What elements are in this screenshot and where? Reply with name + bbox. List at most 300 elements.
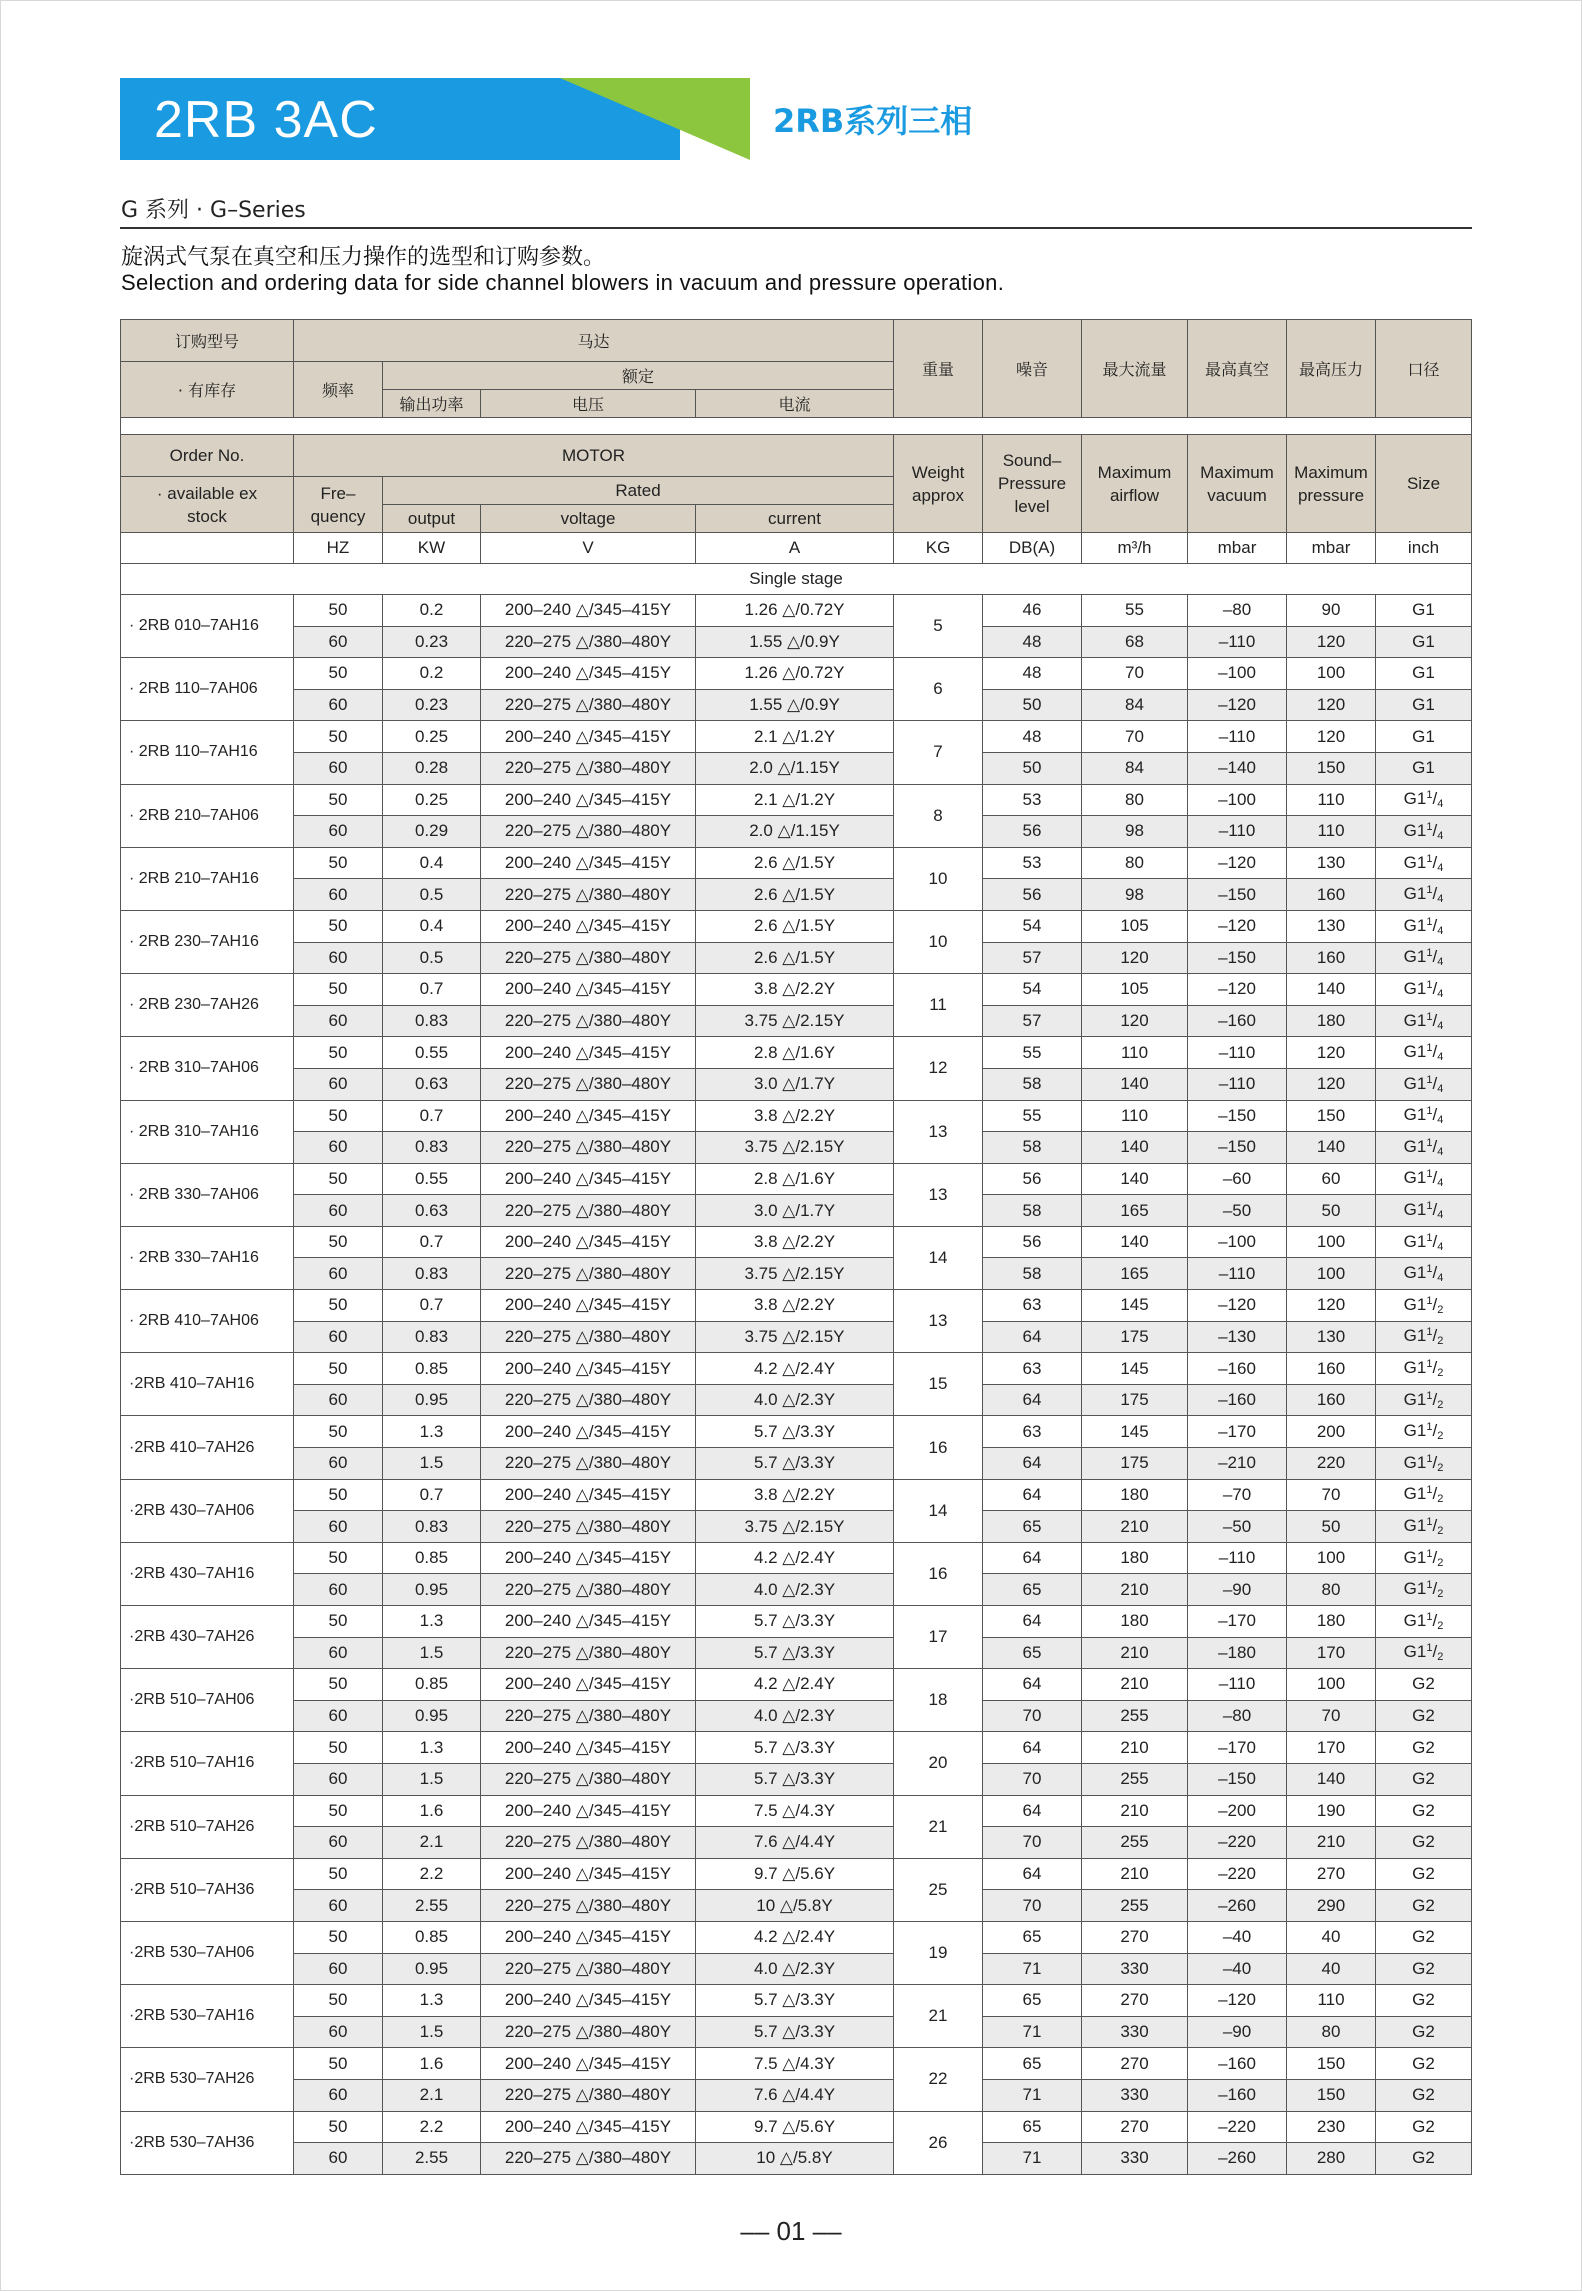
output-cell: 0.95 <box>383 1700 481 1732</box>
freq-cell: 50 <box>294 1985 383 2017</box>
noise-cell: 71 <box>983 1953 1082 1985</box>
hdr-cn-order-no: 订购型号 <box>121 320 294 362</box>
freq-cell: 60 <box>294 1827 383 1859</box>
vacuum-cell: –150 <box>1188 1100 1287 1132</box>
table-row <box>121 1985 1472 2017</box>
table-row <box>121 1827 1472 1859</box>
pressure-cell: 60 <box>1287 1163 1376 1195</box>
size-cell: G2 <box>1376 1700 1472 1732</box>
current-cell: 3.8 △/2.2Y <box>696 1479 894 1511</box>
vacuum-cell: –100 <box>1188 784 1287 816</box>
pressure-cell: 150 <box>1287 752 1376 784</box>
description-chinese: 旋涡式气泵在真空和压力操作的选型和订购参数。 <box>121 245 606 270</box>
unit-output: KW <box>383 533 481 564</box>
description-english: Selection and ordering data for side channel blowers in vacuum and pressure operation. <box>121 270 1005 295</box>
noise-cell: 58 <box>983 1258 1082 1290</box>
model-cell: · 2RB 230–7AH26 <box>121 974 294 1037</box>
pressure-cell: 140 <box>1287 1763 1376 1795</box>
table-body <box>121 595 1472 2175</box>
vacuum-cell: –160 <box>1188 1384 1287 1416</box>
vacuum-cell: –260 <box>1188 2143 1287 2175</box>
current-cell: 2.8 △/1.6Y <box>696 1163 894 1195</box>
noise-cell: 53 <box>983 847 1082 879</box>
table-row <box>121 2016 1472 2048</box>
freq-cell: 50 <box>294 1542 383 1574</box>
hdr-en-freq: Fre–quency <box>294 477 383 533</box>
freq-cell: 60 <box>294 816 383 848</box>
airflow-cell: 210 <box>1082 1858 1188 1890</box>
size-cell: $G1^1/_2$ <box>1376 1290 1472 1322</box>
pressure-cell: 130 <box>1287 847 1376 879</box>
airflow-cell: 68 <box>1082 626 1188 658</box>
pressure-cell: 180 <box>1287 1005 1376 1037</box>
voltage-cell: 220–275 △/380–480Y <box>481 626 696 658</box>
output-cell: 0.2 <box>383 595 481 627</box>
banner-title: 2RB 3AC <box>154 91 378 149</box>
weight-cell: 11 <box>894 974 983 1037</box>
noise-cell: 64 <box>983 1321 1082 1353</box>
noise-cell: 64 <box>983 1606 1082 1638</box>
vacuum-cell: –220 <box>1188 1858 1287 1890</box>
unit-vacuum: mbar <box>1188 533 1287 564</box>
pressure-cell: 90 <box>1287 595 1376 627</box>
size-cell: G1 <box>1376 689 1472 721</box>
freq-cell: 60 <box>294 1637 383 1669</box>
pressure-cell: 290 <box>1287 1890 1376 1922</box>
airflow-cell: 70 <box>1082 721 1188 753</box>
pressure-cell: 100 <box>1287 1542 1376 1574</box>
current-cell: 3.0 △/1.7Y <box>696 1195 894 1227</box>
table-row <box>121 879 1472 911</box>
output-cell: 0.83 <box>383 1511 481 1543</box>
model-cell: · 2RB 330–7AH16 <box>121 1226 294 1289</box>
voltage-cell: 220–275 △/380–480Y <box>481 1574 696 1606</box>
output-cell: 0.5 <box>383 942 481 974</box>
airflow-cell: 140 <box>1082 1132 1188 1164</box>
table-row <box>121 2079 1472 2111</box>
hdr-en-voltage: voltage <box>481 505 696 533</box>
airflow-cell: 175 <box>1082 1384 1188 1416</box>
voltage-cell: 220–275 △/380–480Y <box>481 689 696 721</box>
current-cell: 4.0 △/2.3Y <box>696 1384 894 1416</box>
voltage-cell: 220–275 △/380–480Y <box>481 1637 696 1669</box>
vacuum-cell: –110 <box>1188 626 1287 658</box>
weight-cell: 16 <box>894 1542 983 1605</box>
output-cell: 0.7 <box>383 1100 481 1132</box>
freq-cell: 60 <box>294 752 383 784</box>
output-cell: 0.7 <box>383 974 481 1006</box>
voltage-cell: 200–240 △/345–415Y <box>481 721 696 753</box>
size-cell: G2 <box>1376 1763 1472 1795</box>
current-cell: 1.55 △/0.9Y <box>696 626 894 658</box>
output-cell: 2.1 <box>383 1827 481 1859</box>
unit-airflow: m³/h <box>1082 533 1188 564</box>
weight-cell: 20 <box>894 1732 983 1795</box>
freq-cell: 60 <box>294 1321 383 1353</box>
voltage-cell: 220–275 △/380–480Y <box>481 942 696 974</box>
freq-cell: 50 <box>294 1479 383 1511</box>
model-cell: ·2RB 410–7AH16 <box>121 1353 294 1416</box>
pressure-cell: 40 <box>1287 1921 1376 1953</box>
current-cell: 7.5 △/4.3Y <box>696 1795 894 1827</box>
voltage-cell: 200–240 △/345–415Y <box>481 784 696 816</box>
current-cell: 5.7 △/3.3Y <box>696 1763 894 1795</box>
vacuum-cell: –260 <box>1188 1890 1287 1922</box>
airflow-cell: 165 <box>1082 1195 1188 1227</box>
voltage-cell: 200–240 △/345–415Y <box>481 1416 696 1448</box>
freq-cell: 60 <box>294 2079 383 2111</box>
noise-cell: 64 <box>983 1542 1082 1574</box>
model-cell: ·2RB 430–7AH06 <box>121 1479 294 1542</box>
freq-cell: 60 <box>294 1005 383 1037</box>
airflow-cell: 70 <box>1082 658 1188 690</box>
voltage-cell: 220–275 △/380–480Y <box>481 1132 696 1164</box>
airflow-cell: 98 <box>1082 816 1188 848</box>
freq-cell: 50 <box>294 784 383 816</box>
voltage-cell: 200–240 △/345–415Y <box>481 1353 696 1385</box>
size-cell: $G1^1/_4$ <box>1376 1163 1472 1195</box>
vacuum-cell: –160 <box>1188 1005 1287 1037</box>
model-cell: · 2RB 010–7AH16 <box>121 595 294 658</box>
noise-cell: 56 <box>983 879 1082 911</box>
weight-cell: 17 <box>894 1606 983 1669</box>
noise-cell: 54 <box>983 974 1082 1006</box>
freq-cell: 60 <box>294 1258 383 1290</box>
vacuum-cell: –90 <box>1188 2016 1287 2048</box>
hdr-en-noise: Sound–Pressure level <box>983 435 1082 533</box>
current-cell: 2.0 △/1.15Y <box>696 816 894 848</box>
noise-cell: 63 <box>983 1416 1082 1448</box>
vacuum-cell: –50 <box>1188 1195 1287 1227</box>
noise-cell: 50 <box>983 689 1082 721</box>
freq-cell: 60 <box>294 1574 383 1606</box>
hdr-cn-size: 口径 <box>1376 320 1472 418</box>
vacuum-cell: –150 <box>1188 942 1287 974</box>
vacuum-cell: –140 <box>1188 752 1287 784</box>
noise-cell: 71 <box>983 2079 1082 2111</box>
pressure-cell: 270 <box>1287 1858 1376 1890</box>
current-cell: 3.8 △/2.2Y <box>696 1100 894 1132</box>
current-cell: 5.7 △/3.3Y <box>696 1732 894 1764</box>
noise-cell: 48 <box>983 626 1082 658</box>
hdr-cn-freq: 频率 <box>294 362 383 418</box>
model-cell: · 2RB 230–7AH16 <box>121 910 294 973</box>
weight-cell: 26 <box>894 2111 983 2174</box>
noise-cell: 63 <box>983 1290 1082 1322</box>
weight-cell: 21 <box>894 1795 983 1858</box>
current-cell: 4.2 △/2.4Y <box>696 1921 894 1953</box>
voltage-cell: 220–275 △/380–480Y <box>481 752 696 784</box>
airflow-cell: 210 <box>1082 1732 1188 1764</box>
pressure-cell: 140 <box>1287 1132 1376 1164</box>
pressure-cell: 110 <box>1287 816 1376 848</box>
unit-voltage: V <box>481 533 696 564</box>
airflow-cell: 165 <box>1082 1258 1188 1290</box>
model-cell: ·2RB 510–7AH16 <box>121 1732 294 1795</box>
vacuum-cell: –170 <box>1188 1416 1287 1448</box>
current-cell: 2.6 △/1.5Y <box>696 847 894 879</box>
noise-cell: 56 <box>983 816 1082 848</box>
pressure-cell: 190 <box>1287 1795 1376 1827</box>
selection-table <box>120 319 1472 2175</box>
voltage-cell: 200–240 △/345–415Y <box>481 1732 696 1764</box>
vacuum-cell: –120 <box>1188 974 1287 1006</box>
model-cell: ·2RB 530–7AH16 <box>121 1985 294 2048</box>
output-cell: 2.55 <box>383 2143 481 2175</box>
noise-cell: 71 <box>983 2143 1082 2175</box>
vacuum-cell: –40 <box>1188 1953 1287 1985</box>
table-row <box>121 1574 1472 1606</box>
hdr-cn-motor: 马达 <box>294 320 894 362</box>
voltage-cell: 220–275 △/380–480Y <box>481 879 696 911</box>
freq-cell: 60 <box>294 1132 383 1164</box>
vacuum-cell: –160 <box>1188 2079 1287 2111</box>
model-cell: · 2RB 310–7AH06 <box>121 1037 294 1100</box>
vacuum-cell: –110 <box>1188 1037 1287 1069</box>
current-cell: 2.1 △/1.2Y <box>696 784 894 816</box>
output-cell: 2.2 <box>383 1858 481 1890</box>
current-cell: 5.7 △/3.3Y <box>696 1448 894 1480</box>
voltage-cell: 200–240 △/345–415Y <box>481 1606 696 1638</box>
output-cell: 0.95 <box>383 1574 481 1606</box>
noise-cell: 56 <box>983 1163 1082 1195</box>
output-cell: 0.29 <box>383 816 481 848</box>
hdr-cn-voltage: 电压 <box>481 390 696 418</box>
output-cell: 0.55 <box>383 1163 481 1195</box>
vacuum-cell: –200 <box>1188 1795 1287 1827</box>
noise-cell: 65 <box>983 2111 1082 2143</box>
table-row <box>121 847 1472 879</box>
current-cell: 3.8 △/2.2Y <box>696 974 894 1006</box>
voltage-cell: 220–275 △/380–480Y <box>481 2079 696 2111</box>
voltage-cell: 220–275 △/380–480Y <box>481 1953 696 1985</box>
weight-cell: 12 <box>894 1037 983 1100</box>
hdr-cn-vacuum: 最高真空 <box>1188 320 1287 418</box>
pressure-cell: 120 <box>1287 689 1376 721</box>
airflow-cell: 140 <box>1082 1068 1188 1100</box>
current-cell: 2.0 △/1.15Y <box>696 752 894 784</box>
current-cell: 2.6 △/1.5Y <box>696 942 894 974</box>
airflow-cell: 105 <box>1082 910 1188 942</box>
output-cell: 0.23 <box>383 689 481 721</box>
airflow-cell: 210 <box>1082 1511 1188 1543</box>
freq-cell: 50 <box>294 910 383 942</box>
hdr-cn-current: 电流 <box>696 390 894 418</box>
current-cell: 5.7 △/3.3Y <box>696 1637 894 1669</box>
noise-cell: 70 <box>983 1827 1082 1859</box>
hdr-en-vacuum: Maximum vacuum <box>1188 435 1287 533</box>
size-cell: $G1^1/_4$ <box>1376 1258 1472 1290</box>
current-cell: 4.0 △/2.3Y <box>696 1574 894 1606</box>
size-cell: $G1^1/_4$ <box>1376 974 1472 1006</box>
noise-cell: 46 <box>983 595 1082 627</box>
vacuum-cell: –90 <box>1188 1574 1287 1606</box>
noise-cell: 70 <box>983 1763 1082 1795</box>
noise-cell: 55 <box>983 1037 1082 1069</box>
output-cell: 0.7 <box>383 1290 481 1322</box>
vacuum-cell: –160 <box>1188 1353 1287 1385</box>
output-cell: 0.25 <box>383 721 481 753</box>
unit-current: A <box>696 533 894 564</box>
freq-cell: 50 <box>294 1037 383 1069</box>
output-cell: 0.83 <box>383 1005 481 1037</box>
table-row <box>121 1005 1472 1037</box>
airflow-cell: 180 <box>1082 1479 1188 1511</box>
freq-cell: 50 <box>294 1858 383 1890</box>
weight-cell: 13 <box>894 1163 983 1226</box>
airflow-cell: 175 <box>1082 1448 1188 1480</box>
freq-cell: 60 <box>294 1890 383 1922</box>
hdr-cn-pressure: 最高压力 <box>1287 320 1376 418</box>
noise-cell: 57 <box>983 1005 1082 1037</box>
airflow-cell: 330 <box>1082 2079 1188 2111</box>
airflow-cell: 140 <box>1082 1163 1188 1195</box>
current-cell: 7.5 △/4.3Y <box>696 2048 894 2080</box>
output-cell: 0.85 <box>383 1353 481 1385</box>
current-cell: 2.6 △/1.5Y <box>696 910 894 942</box>
airflow-cell: 175 <box>1082 1321 1188 1353</box>
current-cell: 1.55 △/0.9Y <box>696 689 894 721</box>
freq-cell: 60 <box>294 1700 383 1732</box>
size-cell: $G1^1/_2$ <box>1376 1511 1472 1543</box>
weight-cell: 21 <box>894 1985 983 2048</box>
output-cell: 1.5 <box>383 1637 481 1669</box>
vacuum-cell: –180 <box>1188 1637 1287 1669</box>
airflow-cell: 84 <box>1082 752 1188 784</box>
output-cell: 1.6 <box>383 1795 481 1827</box>
table-row <box>121 2111 1472 2143</box>
units-blank <box>121 533 294 564</box>
model-cell: ·2RB 530–7AH06 <box>121 1921 294 1984</box>
output-cell: 2.55 <box>383 1890 481 1922</box>
table-row <box>121 1479 1472 1511</box>
current-cell: 4.0 △/2.3Y <box>696 1953 894 1985</box>
pressure-cell: 180 <box>1287 1606 1376 1638</box>
airflow-cell: 55 <box>1082 595 1188 627</box>
freq-cell: 60 <box>294 1763 383 1795</box>
freq-cell: 50 <box>294 658 383 690</box>
stage-label: Single stage <box>121 564 1472 595</box>
weight-cell: 18 <box>894 1669 983 1732</box>
freq-cell: 50 <box>294 1795 383 1827</box>
size-cell: G2 <box>1376 1953 1472 1985</box>
model-cell: ·2RB 430–7AH16 <box>121 1542 294 1605</box>
voltage-cell: 220–275 △/380–480Y <box>481 1700 696 1732</box>
hdr-en-size: Size <box>1376 435 1472 533</box>
vacuum-cell: –80 <box>1188 1700 1287 1732</box>
noise-cell: 55 <box>983 1100 1082 1132</box>
table-row <box>121 1795 1472 1827</box>
current-cell: 10 △/5.8Y <box>696 1890 894 1922</box>
size-cell: G1 <box>1376 595 1472 627</box>
weight-cell: 13 <box>894 1100 983 1163</box>
vacuum-cell: –120 <box>1188 847 1287 879</box>
noise-cell: 71 <box>983 2016 1082 2048</box>
size-cell: G2 <box>1376 1890 1472 1922</box>
noise-cell: 65 <box>983 1921 1082 1953</box>
noise-cell: 58 <box>983 1195 1082 1227</box>
pressure-cell: 220 <box>1287 1448 1376 1480</box>
pressure-cell: 140 <box>1287 974 1376 1006</box>
output-cell: 0.83 <box>383 1258 481 1290</box>
freq-cell: 60 <box>294 1068 383 1100</box>
weight-cell: 16 <box>894 1416 983 1479</box>
voltage-cell: 200–240 △/345–415Y <box>481 1479 696 1511</box>
airflow-cell: 210 <box>1082 1669 1188 1701</box>
pressure-cell: 150 <box>1287 2048 1376 2080</box>
banner-blue-diagonal <box>560 78 680 160</box>
output-cell: 0.85 <box>383 1669 481 1701</box>
output-cell: 0.25 <box>383 784 481 816</box>
freq-cell: 60 <box>294 1195 383 1227</box>
airflow-cell: 270 <box>1082 2048 1188 2080</box>
pressure-cell: 70 <box>1287 1479 1376 1511</box>
weight-cell: 19 <box>894 1921 983 1984</box>
output-cell: 2.1 <box>383 2079 481 2111</box>
voltage-cell: 220–275 △/380–480Y <box>481 1827 696 1859</box>
vacuum-cell: –50 <box>1188 1511 1287 1543</box>
freq-cell: 60 <box>294 1511 383 1543</box>
size-cell: $G1^1/_2$ <box>1376 1637 1472 1669</box>
size-cell: G2 <box>1376 1795 1472 1827</box>
current-cell: 3.8 △/2.2Y <box>696 1290 894 1322</box>
pressure-cell: 230 <box>1287 2111 1376 2143</box>
output-cell: 1.5 <box>383 1448 481 1480</box>
weight-cell: 13 <box>894 1290 983 1353</box>
output-cell: 0.23 <box>383 626 481 658</box>
model-cell: ·2RB 510–7AH26 <box>121 1795 294 1858</box>
voltage-cell: 220–275 △/380–480Y <box>481 1005 696 1037</box>
size-cell: $G1^1/_4$ <box>1376 910 1472 942</box>
hdr-en-pressure: Maximum pressure <box>1287 435 1376 533</box>
size-cell: G1 <box>1376 752 1472 784</box>
hdr-en-motor: MOTOR <box>294 435 894 477</box>
table-row <box>121 974 1472 1006</box>
vacuum-cell: –110 <box>1188 816 1287 848</box>
output-cell: 1.6 <box>383 2048 481 2080</box>
size-cell: G2 <box>1376 1827 1472 1859</box>
pressure-cell: 150 <box>1287 2079 1376 2111</box>
vacuum-cell: –150 <box>1188 1132 1287 1164</box>
model-cell: · 2RB 330–7AH06 <box>121 1163 294 1226</box>
vacuum-cell: –110 <box>1188 1258 1287 1290</box>
noise-cell: 64 <box>983 1479 1082 1511</box>
airflow-cell: 120 <box>1082 1005 1188 1037</box>
vacuum-cell: –40 <box>1188 1921 1287 1953</box>
freq-cell: 60 <box>294 689 383 721</box>
airflow-cell: 145 <box>1082 1353 1188 1385</box>
model-cell: ·2RB 430–7AH26 <box>121 1606 294 1669</box>
vacuum-cell: –220 <box>1188 1827 1287 1859</box>
airflow-cell: 80 <box>1082 784 1188 816</box>
hdr-en-order-no: Order No. <box>121 435 294 477</box>
current-cell: 2.6 △/1.5Y <box>696 879 894 911</box>
voltage-cell: 200–240 △/345–415Y <box>481 1542 696 1574</box>
pressure-cell: 120 <box>1287 1290 1376 1322</box>
pressure-cell: 200 <box>1287 1416 1376 1448</box>
table-row <box>121 626 1472 658</box>
voltage-cell: 220–275 △/380–480Y <box>481 1890 696 1922</box>
current-cell: 3.75 △/2.15Y <box>696 1321 894 1353</box>
table-row <box>121 721 1472 753</box>
voltage-cell: 220–275 △/380–480Y <box>481 816 696 848</box>
output-cell: 0.4 <box>383 847 481 879</box>
size-cell: $G1^1/_2$ <box>1376 1606 1472 1638</box>
size-cell: $G1^1/_2$ <box>1376 1384 1472 1416</box>
noise-cell: 48 <box>983 658 1082 690</box>
freq-cell: 50 <box>294 847 383 879</box>
output-cell: 1.3 <box>383 1606 481 1638</box>
